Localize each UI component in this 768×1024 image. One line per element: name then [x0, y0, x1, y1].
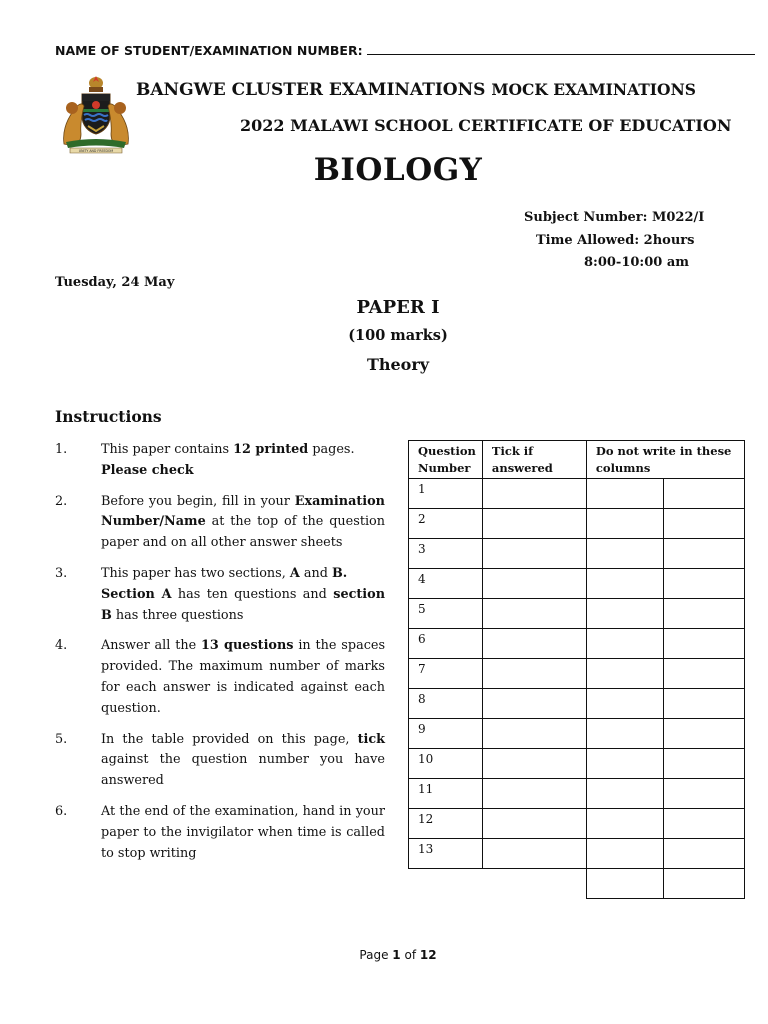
question-number-cell: 10	[409, 749, 483, 779]
page-total: 12	[419, 948, 437, 962]
instruction-text: In the table provided on this page, tick against the question number you have answered	[101, 731, 385, 789]
tick-cell[interactable]	[482, 779, 586, 809]
name-label: NAME OF STUDENT/EXAMINATION NUMBER:	[55, 43, 363, 58]
instruction-number: 4.	[55, 638, 68, 654]
table-row	[409, 839, 745, 869]
tick-cell[interactable]	[482, 599, 586, 629]
examiner-cell	[663, 569, 744, 599]
examiner-cell	[586, 599, 663, 629]
page-label: Page	[359, 948, 389, 962]
examiner-cell	[586, 569, 663, 599]
examiner-cell	[663, 479, 744, 509]
examiner-cell	[586, 779, 663, 809]
table-row	[409, 749, 745, 779]
question-tick-table	[408, 440, 745, 899]
question-number-cell: 13	[409, 839, 483, 869]
question-number-cell: 5	[409, 599, 483, 629]
tick-cell[interactable]	[482, 719, 586, 749]
examiner-cell	[586, 659, 663, 689]
examiner-cell	[586, 539, 663, 569]
school-title-main: BANGWE CLUSTER EXAMINATIONS	[136, 80, 486, 100]
instruction-item	[55, 492, 385, 554]
tick-cell[interactable]	[482, 629, 586, 659]
examiner-cell	[663, 629, 744, 659]
instruction-text: Answer all the 13 questions in the spaces provided. The maximum number of marks for each answer is indicated against each question.	[101, 638, 386, 716]
instruction-text: This paper contains 12 printed pages. Please check	[101, 442, 355, 478]
tick-cell[interactable]	[482, 659, 586, 689]
examiner-cell	[663, 599, 744, 629]
examiner-cell	[663, 809, 744, 839]
exam-date: Tuesday, 24 May	[55, 275, 175, 290]
instruction-item	[55, 440, 385, 482]
examiner-cell	[663, 779, 744, 809]
tick-cell[interactable]	[482, 479, 586, 509]
examiner-cell	[663, 719, 744, 749]
subject-title: BIOLOGY	[313, 152, 483, 188]
instruction-item	[55, 564, 385, 626]
table-row	[409, 689, 745, 719]
question-number-cell: 12	[409, 809, 483, 839]
tick-cell[interactable]	[482, 689, 586, 719]
paper-title: PAPER I	[356, 297, 440, 318]
question-number-cell: 2	[409, 509, 483, 539]
question-number-cell: 4	[409, 569, 483, 599]
examiner-cell	[586, 479, 663, 509]
tick-cell[interactable]	[482, 809, 586, 839]
table-row	[409, 539, 745, 569]
table-row	[409, 479, 745, 509]
table-row	[409, 719, 745, 749]
instruction-item	[55, 730, 385, 792]
question-number-cell: 11	[409, 779, 483, 809]
examiner-cell	[663, 689, 744, 719]
time-range: 8:00-10:00 am	[584, 255, 690, 270]
question-number-cell: 6	[409, 629, 483, 659]
instruction-item	[55, 802, 385, 864]
total-cell	[586, 869, 663, 899]
examiner-cell	[663, 509, 744, 539]
table-row	[409, 809, 745, 839]
examiner-cell	[663, 749, 744, 779]
question-number-cell: 8	[409, 689, 483, 719]
school-title	[136, 80, 696, 100]
instructions-heading: Instructions	[55, 407, 162, 426]
question-number-cell: 1	[409, 479, 483, 509]
examiner-cell	[586, 839, 663, 869]
page-footer	[0, 948, 768, 962]
header-question-number: Question Number	[409, 441, 483, 479]
examiner-cell	[586, 719, 663, 749]
page-current: 1	[392, 948, 401, 962]
subject-number: Subject Number: M022/I	[524, 210, 705, 225]
header-tick-if-answered: Tick if answered	[482, 441, 586, 479]
question-number-cell: 9	[409, 719, 483, 749]
instruction-number: 6.	[55, 803, 68, 819]
certificate-title: 2022 MALAWI SCHOOL CERTIFICATE OF EDUCATION	[240, 116, 732, 135]
examiner-cell	[586, 509, 663, 539]
question-number-cell: 3	[409, 539, 483, 569]
instruction-number: 5.	[55, 731, 68, 747]
tick-cell[interactable]	[482, 539, 586, 569]
tick-cell[interactable]	[482, 569, 586, 599]
instruction-text: Before you begin, fill in your Examination Number/Name at the top of the question paper and on all other answer sheets	[101, 493, 385, 551]
examiner-cell	[586, 689, 663, 719]
instruction-text: At the end of the examination, hand in your paper to the invigilator when time is called to stop writing	[101, 803, 385, 861]
paper-marks: (100 marks)	[348, 327, 448, 344]
examiner-cell	[663, 539, 744, 569]
page-of: of	[404, 948, 417, 962]
header-do-not-write: Do not write in these columns	[586, 441, 744, 479]
table-row	[409, 569, 745, 599]
instruction-number: 3.	[55, 565, 68, 581]
total-cell	[663, 869, 744, 899]
instruction-item	[55, 636, 385, 719]
table-header-row	[409, 441, 745, 479]
instruction-text: This paper has two sections, A and B. Section A has ten questions and section B has three questions	[101, 565, 385, 623]
malawi-coat-of-arms-icon	[58, 74, 134, 154]
paper-type: Theory	[366, 355, 430, 374]
examiner-cell	[663, 659, 744, 689]
table-row	[409, 659, 745, 689]
name-underline[interactable]	[367, 44, 755, 55]
crest-motto: UNITY AND FREEDOM	[78, 149, 114, 153]
table-row	[409, 629, 745, 659]
examiner-cell	[586, 749, 663, 779]
question-number-cell: 7	[409, 659, 483, 689]
student-name-field[interactable]	[55, 43, 755, 58]
examiner-cell	[586, 809, 663, 839]
examiner-cell	[663, 839, 744, 869]
table-total-row	[409, 869, 745, 899]
instruction-number: 1.	[55, 442, 68, 457]
table-row	[409, 599, 745, 629]
table-row	[409, 509, 745, 539]
time-allowed: Time Allowed: 2hours	[536, 233, 695, 248]
instructions-list	[55, 440, 385, 874]
examiner-cell	[586, 629, 663, 659]
tick-cell[interactable]	[482, 749, 586, 779]
school-title-suffix: MOCK EXAMINATIONS	[491, 80, 696, 99]
instruction-number: 2.	[55, 493, 68, 509]
tick-cell[interactable]	[482, 509, 586, 539]
table-row	[409, 779, 745, 809]
tick-cell[interactable]	[482, 839, 586, 869]
